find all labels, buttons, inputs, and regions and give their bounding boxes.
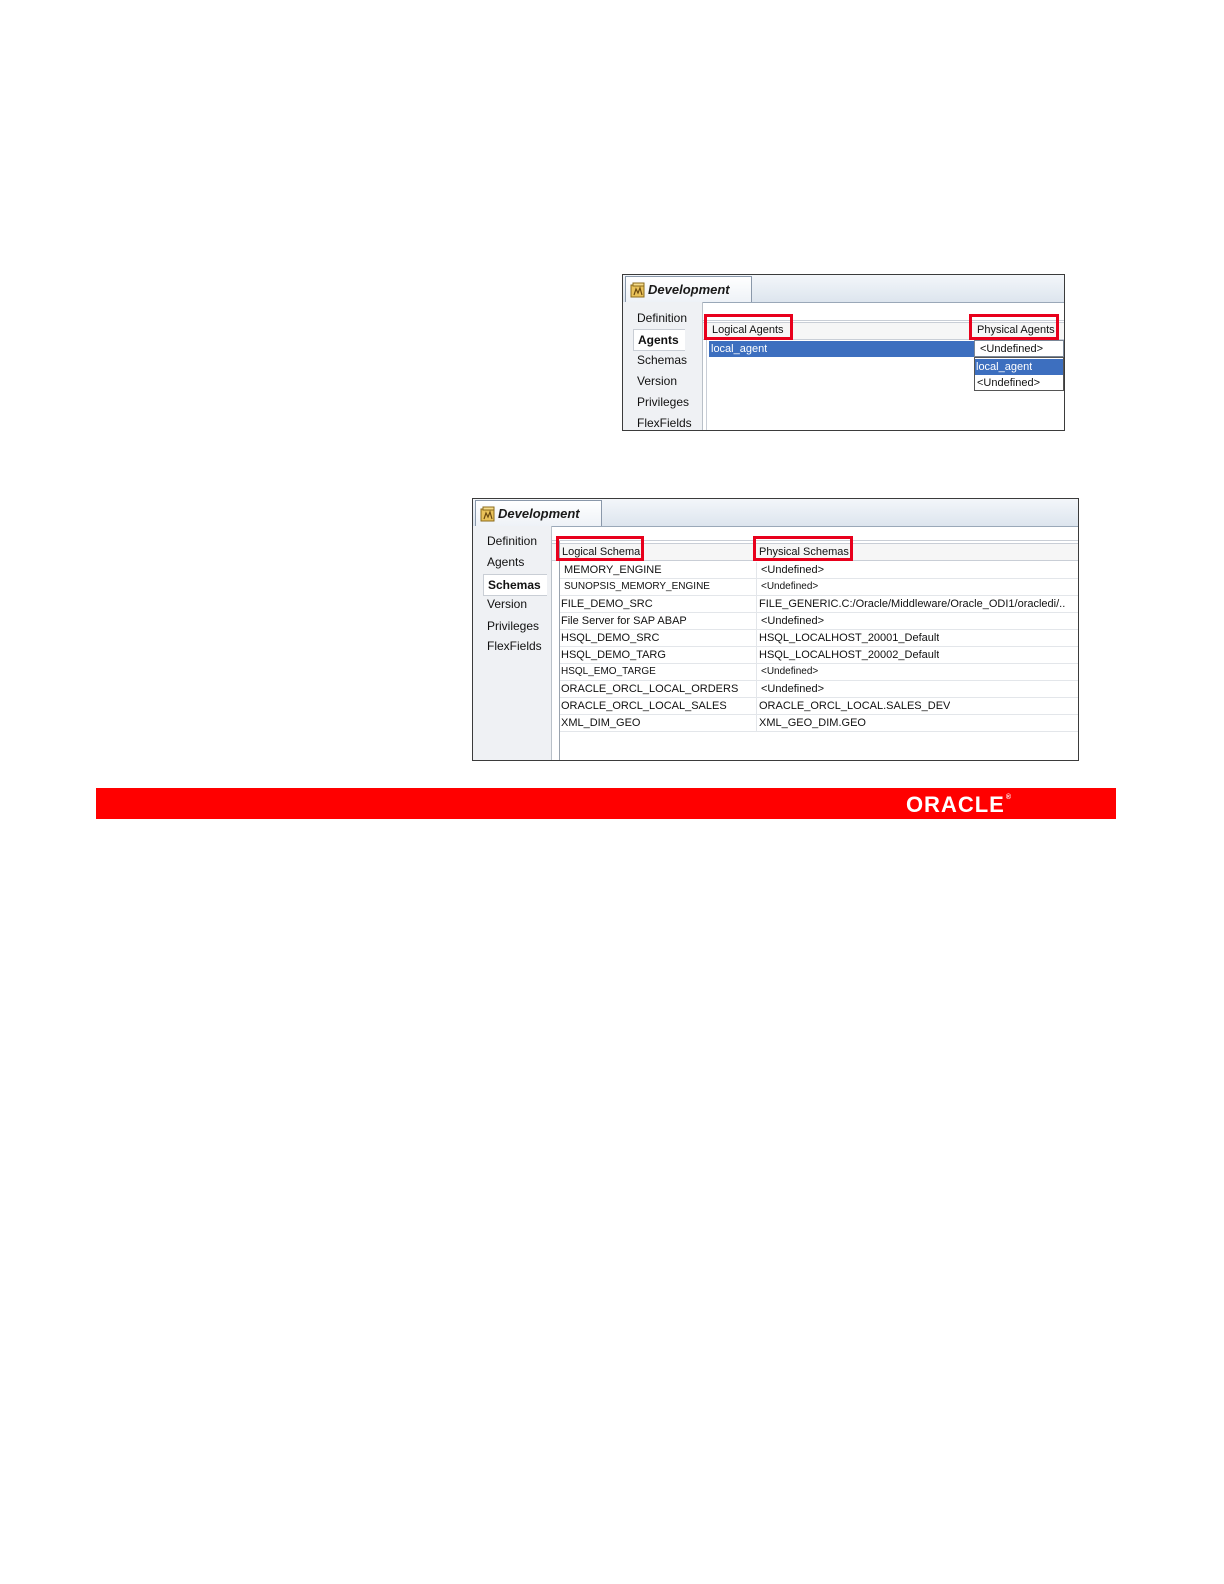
physical-agent-select[interactable] xyxy=(974,340,1064,357)
schemas-sidenav xyxy=(473,526,552,760)
nav-privileges[interactable]: Privileges xyxy=(637,395,690,409)
cell-physical-schema[interactable]: <Undefined> xyxy=(761,666,819,677)
row-divider xyxy=(560,731,1078,732)
nav-version[interactable]: Version xyxy=(487,597,528,611)
schemas-panel xyxy=(472,498,1079,761)
nav-definition[interactable]: Definition xyxy=(637,311,688,325)
schema-rows xyxy=(560,562,1078,732)
cell-physical-schema[interactable]: <Undefined> xyxy=(761,683,824,695)
highlight-physical-schemas xyxy=(753,536,853,561)
agents-panel xyxy=(622,274,1065,431)
column-divider xyxy=(756,562,757,731)
cell-logical-schema[interactable]: ORACLE_ORCL_LOCAL_ORDERS xyxy=(561,683,739,695)
cell-logical-schema[interactable]: HSQL_DEMO_SRC xyxy=(561,632,660,644)
cell-logical-schema[interactable]: FILE_DEMO_SRC xyxy=(561,598,653,610)
selected-agent-row[interactable] xyxy=(709,341,974,357)
highlight-logical-schema xyxy=(556,536,644,561)
oracle-logo-text: ORACLE xyxy=(905,792,1005,817)
nav-schemas[interactable]: Schemas xyxy=(483,574,547,596)
cell-physical-schema[interactable]: HSQL_LOCALHOST_20002_Default xyxy=(759,649,940,661)
agents-grid xyxy=(703,302,1064,430)
development-tab[interactable] xyxy=(625,276,752,302)
cell-logical-schema[interactable]: HSQL_DEMO_TARG xyxy=(561,649,666,661)
highlight-physical-agents xyxy=(969,314,1059,340)
nav-flexfields[interactable]: FlexFields xyxy=(637,416,692,430)
dropdown-option[interactable]: <Undefined> xyxy=(977,377,1040,389)
cell-logical-schema[interactable]: ORACLE_ORCL_LOCAL_SALES xyxy=(561,700,727,712)
cell-logical-agent: local_agent xyxy=(711,343,768,355)
cell-physical-schema[interactable]: HSQL_LOCALHOST_20001_Default xyxy=(759,632,940,644)
nav-agents[interactable]: Agents xyxy=(633,329,685,351)
nav-flexfields[interactable]: FlexFields xyxy=(487,639,542,653)
physical-agent-dropdown-list xyxy=(974,357,1064,391)
model-icon xyxy=(480,506,496,522)
dropdown-option[interactable] xyxy=(975,359,1063,375)
registered-mark: ® xyxy=(1005,794,1012,801)
tab-title: Development xyxy=(648,282,730,297)
nav-privileges[interactable]: Privileges xyxy=(487,619,540,633)
agents-sidenav xyxy=(623,302,703,430)
nav-schemas[interactable]: Schemas xyxy=(637,353,688,367)
agents-tabstrip xyxy=(623,275,1064,303)
tab-title: Development xyxy=(498,506,580,521)
nav-agents[interactable]: Agents xyxy=(487,555,525,569)
cell-physical-schema[interactable]: <Undefined> xyxy=(761,615,824,627)
col-physical-schemas[interactable]: Physical Schemas xyxy=(759,546,849,558)
option-label: local_agent xyxy=(976,361,1033,373)
oracle-footer-bar xyxy=(96,788,1116,819)
schemas-tabstrip xyxy=(473,499,1078,527)
col-logical-agents[interactable]: Logical Agents xyxy=(712,324,784,336)
nav-version[interactable]: Version xyxy=(637,374,678,388)
cell-physical-schema[interactable]: ORACLE_ORCL_LOCAL.SALES_DEV xyxy=(759,700,951,712)
cell-physical-schema[interactable]: FILE_GENERIC.C:/Oracle/Middleware/Oracle_ODI1/oracledi/.. xyxy=(759,598,1066,610)
cell-physical-schema[interactable]: <Undefined> xyxy=(761,564,824,576)
col-physical-agents[interactable]: Physical Agents xyxy=(977,324,1055,336)
nav-definition[interactable]: Definition xyxy=(487,534,538,548)
cell-physical-schema[interactable]: <Undefined> xyxy=(761,581,819,592)
oracle-logo xyxy=(906,792,1012,818)
cell-physical-schema[interactable]: XML_GEO_DIM.GEO xyxy=(759,717,866,729)
cell-logical-schema[interactable]: HSQL_EMO_TARGE xyxy=(561,666,656,677)
highlight-logical-agents xyxy=(704,314,793,340)
cell-logical-schema[interactable]: File Server for SAP ABAP xyxy=(561,615,687,627)
col-logical-schema[interactable]: Logical Schema xyxy=(562,546,641,558)
cell-logical-schema[interactable]: SUNOPSIS_MEMORY_ENGINE xyxy=(564,581,710,592)
development-tab[interactable] xyxy=(475,500,602,526)
schemas-grid xyxy=(552,526,1078,760)
cell-logical-schema[interactable]: MEMORY_ENGINE xyxy=(564,564,662,576)
cell-logical-schema[interactable]: XML_DIM_GEO xyxy=(561,717,641,729)
select-value: <Undefined> xyxy=(980,343,1043,355)
model-icon xyxy=(630,282,646,298)
